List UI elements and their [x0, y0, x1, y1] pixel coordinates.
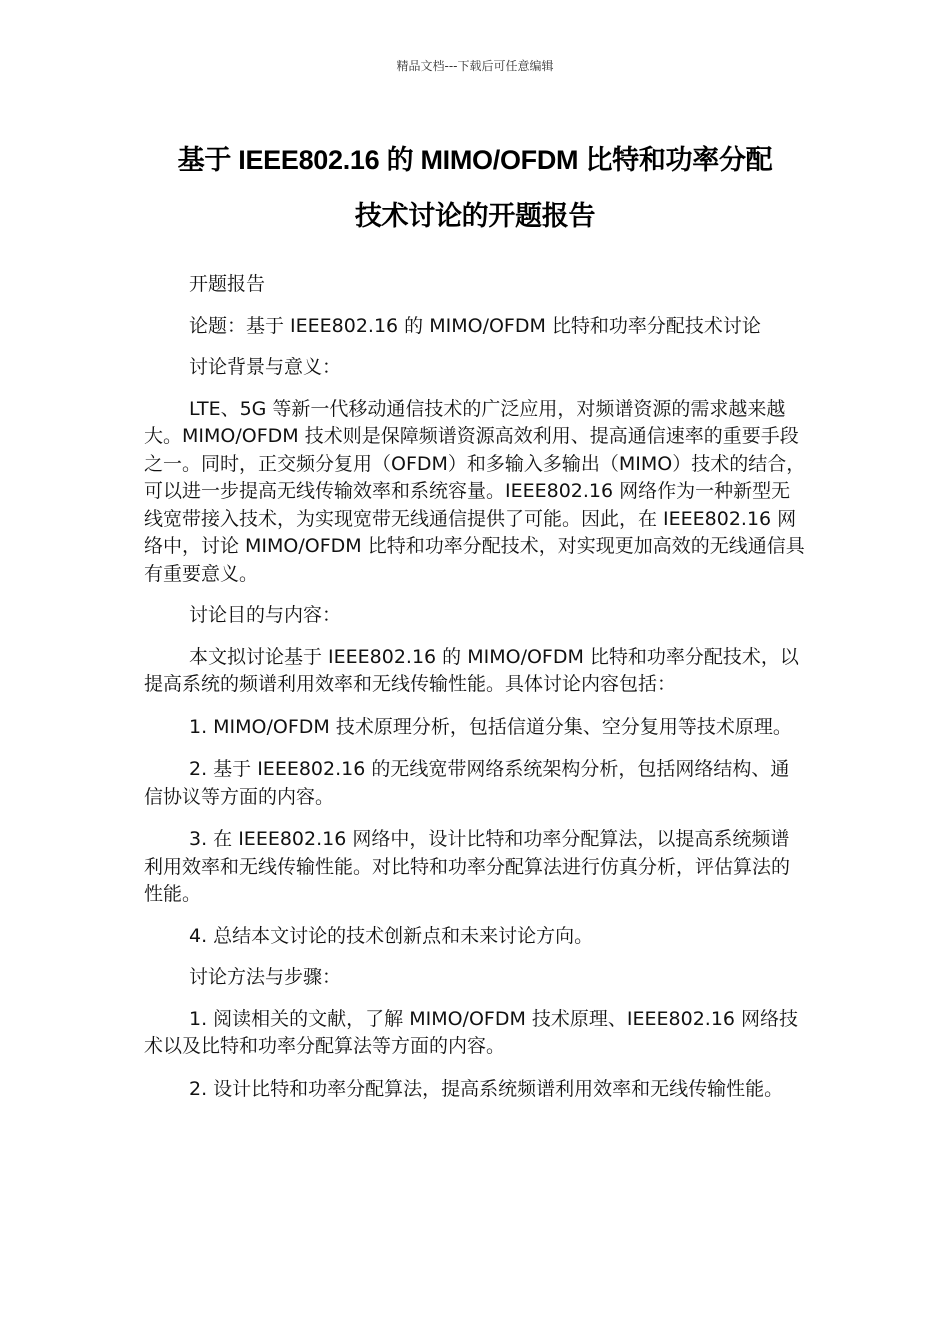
- section-heading-method: 讨论方法与步骤：: [189, 966, 342, 988]
- document-title-line-1: 基于 IEEE802.16 的 MIMO/OFDM 比特和功率分配: [177, 145, 773, 175]
- section-heading-purpose: 讨论目的与内容：: [189, 604, 342, 626]
- document-body: [144, 271, 808, 1103]
- list-item-content-1: 1. MIMO/OFDM 技术原理分析，包括信道分集、空分复用等技术原理。: [189, 715, 792, 738]
- page-header-watermark: 精品文档---下载后可任意编辑: [396, 59, 554, 73]
- section-heading-report: 开题报告: [189, 273, 266, 295]
- list-item-content-3: 3. 在 IEEE802.16 网络中，设计比特和功率分配算法，以提高系统频谱利用效率和无线传输性能。对比特和功率分配算法进行仿真分析，评估算法的性能。: [144, 828, 791, 905]
- list-item-method-2: 2. 设计比特和功率分配算法，提高系统频谱利用效率和无线传输性能。: [189, 1077, 784, 1100]
- list-item-method-1: 1. 阅读相关的文献，了解 MIMO/OFDM 技术原理、IEEE802.16 网络技术以及比特和功率分配算法等方面的内容。: [144, 1007, 799, 1057]
- section-heading-background: 讨论背景与意义：: [189, 356, 342, 378]
- list-item-content-2: 2. 基于 IEEE802.16 的无线宽带网络系统架构分析，包括网络结构、通信协议等方面的内容。: [144, 758, 790, 808]
- paragraph-background: LTE、5G 等新一代移动通信技术的广泛应用，对频谱资源的需求越来越大。MIMO/OFDM 技术则是保障频谱资源高效利用、提高通信速率的重要手段之一。同时，正交频分复用（OFDM）和多输入多输出（MIMO）技术的结合，可以进一步提高无线传输效率和系统容量。IEEE802.16 网络作为一种新型无线宽带接入技术，为实现宽带无线通信提供了可能。因此，在 IEEE802.16 网络中，讨论 MIMO/OFDM 比特和功率分配技术，对实现更加高效的无线通信具有重要意义。: [144, 397, 806, 585]
- list-item-content-4: 4. 总结本文讨论的技术创新点和未来讨论方向。: [189, 924, 594, 947]
- paragraph-purpose: 本文拟讨论基于 IEEE802.16 的 MIMO/OFDM 比特和功率分配技术，以提高系统的频谱利用效率和无线传输性能。具体讨论内容包括：: [144, 645, 799, 695]
- topic-line: 论题：基于 IEEE802.16 的 MIMO/OFDM 比特和功率分配技术讨论: [189, 314, 761, 337]
- document-title-line-2: 技术讨论的开题报告: [354, 201, 596, 231]
